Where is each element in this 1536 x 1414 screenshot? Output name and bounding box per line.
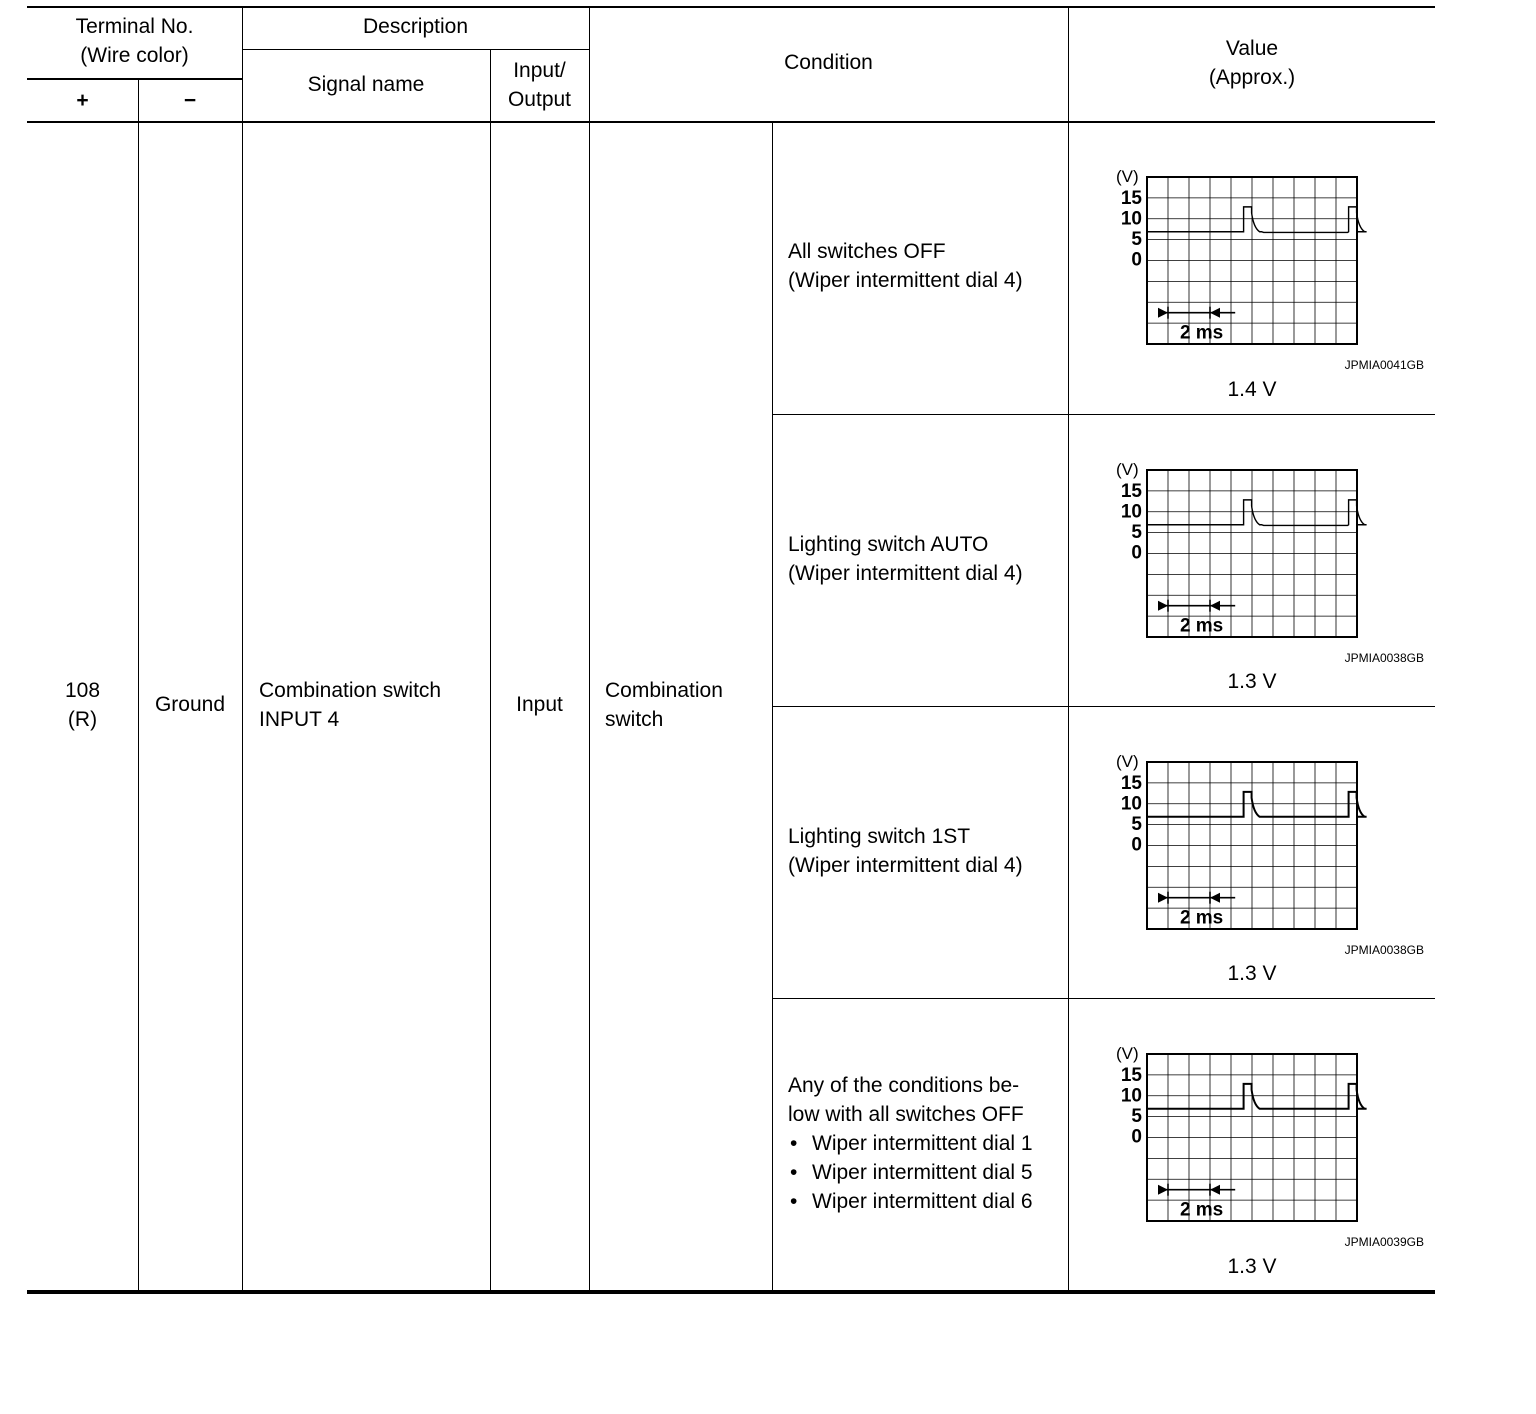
scope-time-label: 2 ms (1179, 615, 1224, 637)
header-value-line1: Value (1225, 37, 1279, 60)
scope-y-tick-label: 0 (1131, 834, 1142, 856)
scope-waveform (1147, 207, 1367, 233)
scope-waveform (1147, 1084, 1367, 1109)
scope-time-label: 2 ms (1179, 322, 1224, 344)
figure-id-1: JPMIA0041GB (1344, 358, 1424, 372)
terminal-minus-value: Ground (154, 693, 226, 716)
scope-y-tick-label: 10 (1120, 501, 1142, 523)
header-description-divider (242, 49, 589, 50)
header-condition: Condition (784, 51, 873, 74)
terminal-plus-value (27, 676, 138, 734)
header-terminal-divider (27, 78, 242, 80)
scope-unit-label: (V) (1116, 460, 1139, 479)
col-divider-terminal-desc (242, 6, 243, 1292)
condition-1-line2: (Wiper intermittent dial 4) (788, 269, 1023, 292)
scope-y-tick-label: 5 (1131, 814, 1142, 835)
header-io-line1: Input/ (513, 59, 566, 82)
scope-waveform (1147, 500, 1367, 526)
signal-name-value (259, 676, 441, 734)
condition-1-line1: All switches OFF (788, 240, 946, 263)
header-io-line2: Output (507, 88, 572, 111)
condition-divider-1 (772, 414, 1435, 415)
header-description: Description (362, 15, 469, 38)
header-value (1068, 34, 1436, 92)
condition-group-line2: switch (605, 708, 664, 731)
figure-id-2: JPMIA0038GB (1344, 651, 1424, 665)
header-signal-name: Signal name (307, 73, 425, 96)
condition-divider-3 (772, 998, 1435, 999)
value-3: 1.3 V (1227, 962, 1277, 985)
col-divider-plus-minus (138, 80, 139, 1292)
col-divider-signal-io (490, 49, 491, 1292)
condition-group-line1: Combination (605, 679, 723, 702)
scope-y-tick-label: 15 (1120, 773, 1142, 794)
scope-time-marker (1158, 600, 1235, 612)
table-bottom-border (27, 1290, 1435, 1294)
scope-grid (1147, 470, 1357, 637)
figure-id-3: JPMIA0038GB (1344, 943, 1424, 957)
io-value: Input (516, 693, 563, 716)
scope-y-tick-label: 0 (1131, 1126, 1142, 1148)
scope-time-marker (1158, 307, 1235, 319)
scope-y-tick-label: 15 (1120, 1065, 1142, 1086)
col-divider-condition-sub (772, 121, 773, 1292)
bullet-item: • Wiper intermittent dial 6 (788, 1187, 1033, 1216)
table-top-border (27, 6, 1435, 8)
condition-3-line1: Lighting switch 1ST (788, 825, 971, 848)
scope-time-marker (1158, 1184, 1235, 1196)
header-plus: + (76, 89, 89, 112)
scope-time-label: 2 ms (1179, 907, 1224, 929)
header-terminal-no-line2: (Wire color) (80, 44, 189, 67)
signal-name-line1: Combination switch (259, 679, 442, 702)
signal-name-line2: INPUT 4 (259, 708, 340, 731)
header-terminal-no-line1: Terminal No. (75, 15, 194, 38)
scope-y-tick-label: 15 (1120, 188, 1142, 209)
scope-grid (1147, 1054, 1357, 1221)
col-divider-condition-value (1068, 6, 1069, 1292)
scope-y-tick-label: 10 (1120, 793, 1142, 815)
bullet-item: • Wiper intermittent dial 1 (788, 1129, 1033, 1158)
header-value-line2: (Approx.) (1208, 66, 1296, 89)
scope-grid (1147, 762, 1357, 929)
condition-1-text (788, 237, 1023, 295)
condition-4-text (788, 1071, 1033, 1216)
condition-3-text (788, 822, 1023, 880)
scope-y-tick-label: 5 (1131, 522, 1142, 543)
condition-2-line2: (Wiper intermittent dial 4) (788, 562, 1023, 585)
header-input-output (490, 56, 589, 114)
scope-y-tick-label: 5 (1131, 229, 1142, 250)
condition-4-line1: Any of the conditions be- (788, 1074, 1020, 1097)
scope-unit-label: (V) (1116, 167, 1139, 186)
header-bottom-border (27, 121, 1435, 123)
header-terminal-no (27, 12, 242, 70)
scope-waveform (1147, 792, 1367, 817)
condition-2-line1: Lighting switch AUTO (788, 533, 989, 556)
scope-y-tick-label: 0 (1131, 542, 1142, 564)
scope-unit-label: (V) (1116, 1044, 1139, 1063)
wire-color: (R) (67, 708, 98, 731)
header-minus: − (183, 89, 197, 112)
scope-grid (1147, 177, 1357, 344)
condition-4-line2: low with all switches OFF (788, 1103, 1024, 1126)
scope-y-tick-label: 15 (1120, 481, 1142, 502)
value-1: 1.4 V (1227, 378, 1277, 401)
value-2: 1.3 V (1227, 670, 1277, 693)
condition-2-text (788, 530, 1023, 588)
scope-y-tick-label: 10 (1120, 1085, 1142, 1107)
condition-4-bullets (788, 1129, 1033, 1216)
scope-unit-label: (V) (1116, 752, 1139, 771)
condition-group (605, 676, 723, 734)
terminal-number: 108 (64, 679, 101, 702)
col-divider-desc-condition (589, 6, 590, 1292)
scope-y-tick-label: 0 (1131, 249, 1142, 271)
scope-y-tick-label: 10 (1120, 208, 1142, 230)
scope-time-marker (1158, 892, 1235, 904)
scope-y-tick-label: 5 (1131, 1106, 1142, 1127)
condition-3-line2: (Wiper intermittent dial 4) (788, 854, 1023, 877)
condition-divider-2 (772, 706, 1435, 707)
bullet-item: • Wiper intermittent dial 5 (788, 1158, 1033, 1187)
figure-id-4: JPMIA0039GB (1344, 1235, 1424, 1249)
value-4: 1.3 V (1227, 1255, 1277, 1278)
scope-time-label: 2 ms (1179, 1199, 1224, 1221)
